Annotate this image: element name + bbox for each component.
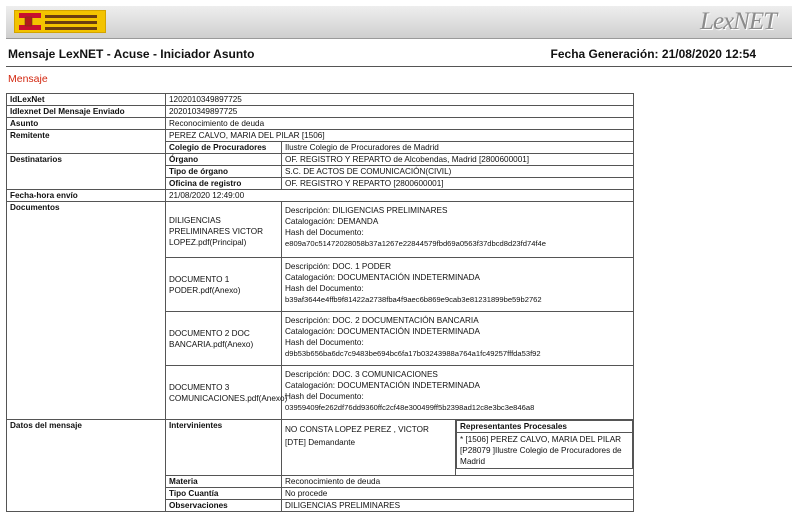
document-name: DILIGENCIAS PRELIMINARES VICTOR LOPEZ.pdf(Principal) [166, 202, 282, 258]
document-title: Mensaje LexNET - Acuse - Iniciador Asunto [8, 47, 255, 61]
idlexnet-enviado-label: Idlexnet Del Mensaje Enviado [7, 106, 166, 118]
observaciones-value: DILIGENCIAS PRELIMINARES [282, 500, 634, 512]
destinatarios-label: Destinatarios [7, 154, 166, 190]
representantes-cell [456, 420, 634, 476]
section-title: Mensaje [8, 73, 48, 85]
asunto-value: Reconocimiento de deuda [166, 118, 634, 130]
datos-label: Datos del mensaje [7, 420, 166, 512]
organo-value: OF. REGISTRO Y REPARTO de Alcobendas, Madrid [2800600001] [282, 154, 634, 166]
tipo-organo-value: S.C. DE ACTOS DE COMUNICACIÓN(CIVIL) [282, 166, 634, 178]
interviniente-name: NO CONSTA LOPEZ PEREZ , VICTOR [285, 425, 429, 434]
materia-label: Materia [166, 476, 282, 488]
table-row [7, 106, 634, 118]
oficina-label: Oficina de registro [166, 178, 282, 190]
document-name: DOCUMENTO 1 PODER.pdf(Anexo) [166, 258, 282, 312]
document-details: Descripción: DOC. 1 PODER Catalogación: DOCUMENTACIÓN INDETERMINADA Hash del Documento: b39af3644e4ffb9f81422a2738fba4f9aec6b869e9cab3e81231899be59b2762 [282, 258, 634, 312]
message-table [6, 93, 634, 512]
spanish-government-emblem-icon [19, 13, 41, 30]
government-logo [14, 10, 106, 33]
representantes-body: * [1506] PEREZ CALVO, MARIA DEL PILAR [P28079 ]Ilustre Colegio de Procuradores de Madrid [460, 435, 622, 466]
table-row [7, 130, 634, 142]
representantes-box [456, 420, 633, 469]
interviniente-role: [DTE] Demandante [285, 438, 356, 447]
title-divider [6, 66, 792, 67]
document-title-row [8, 47, 788, 61]
colegio-value: Ilustre Colegio de Procuradores de Madrid [282, 142, 634, 154]
intervinientes-label: Intervinientes [166, 420, 282, 476]
table-row [7, 118, 634, 130]
idlexnet-label: IdLexNet [7, 94, 166, 106]
table-row [7, 154, 634, 166]
document-details: Descripción: DOC. 2 DOCUMENTACIÓN BANCARIA Catalogación: DOCUMENTACIÓN INDETERMINADA Hash del Documento: d9b53b656ba6dc7c9483be694bc6fa17b03243988a764a1fc49257fffda53f92 [282, 312, 634, 366]
observaciones-label: Observaciones [166, 500, 282, 512]
fecha-envio-value: 21/08/2020 12:49:00 [166, 190, 634, 202]
interviniente-cell [282, 420, 456, 476]
colegio-label: Colegio de Procuradores [166, 142, 282, 154]
oficina-value: OF. REGISTRO Y REPARTO [2800600001] [282, 178, 634, 190]
logo-text-lines [45, 15, 97, 33]
document-row [7, 202, 634, 258]
fecha-envio-label: Fecha-hora envío [7, 190, 166, 202]
idlexnet-enviado-value: 202010349897725 [166, 106, 634, 118]
document-details: Descripción: DOC. 3 COMUNICACIONES Catalogación: DOCUMENTACIÓN INDETERMINADA Hash del Documento: 03959409fe262df76dd9360ffc2cf48e300499ff5b2398ad12c8e3bc3e846a8 [282, 366, 634, 420]
asunto-label: Asunto [7, 118, 166, 130]
generation-date: Fecha Generación: 21/08/2020 12:54 [550, 47, 756, 61]
materia-value: Reconocimiento de deuda [282, 476, 634, 488]
intervinientes-row [7, 420, 634, 476]
documentos-label: Documentos [7, 202, 166, 420]
table-row [7, 94, 634, 106]
document-details: Descripción: DILIGENCIAS PRELIMINARES Catalogación: DEMANDA Hash del Documento: e809a70c51472028058b37a1267e22844579fbd69a0563f37dbcd8d23fd74f4e [282, 202, 634, 258]
top-banner [6, 6, 792, 39]
idlexnet-value: 1202010349897725 [166, 94, 634, 106]
table-row [7, 190, 634, 202]
lexnet-brand: LexNET [700, 8, 776, 35]
tipo-cuantia-label: Tipo Cuantía [166, 488, 282, 500]
representantes-label: Representantes Procesales [457, 421, 632, 433]
organo-label: Órgano [166, 154, 282, 166]
remitente-label: Remitente [7, 130, 166, 154]
remitente-value: PEREZ CALVO, MARIA DEL PILAR [1506] [166, 130, 634, 142]
tipo-organo-label: Tipo de órgano [166, 166, 282, 178]
document-name: DOCUMENTO 2 DOC BANCARIA.pdf(Anexo) [166, 312, 282, 366]
document-name: DOCUMENTO 3 COMUNICACIONES.pdf(Anexo) [166, 366, 282, 420]
tipo-cuantia-value: No procede [282, 488, 634, 500]
